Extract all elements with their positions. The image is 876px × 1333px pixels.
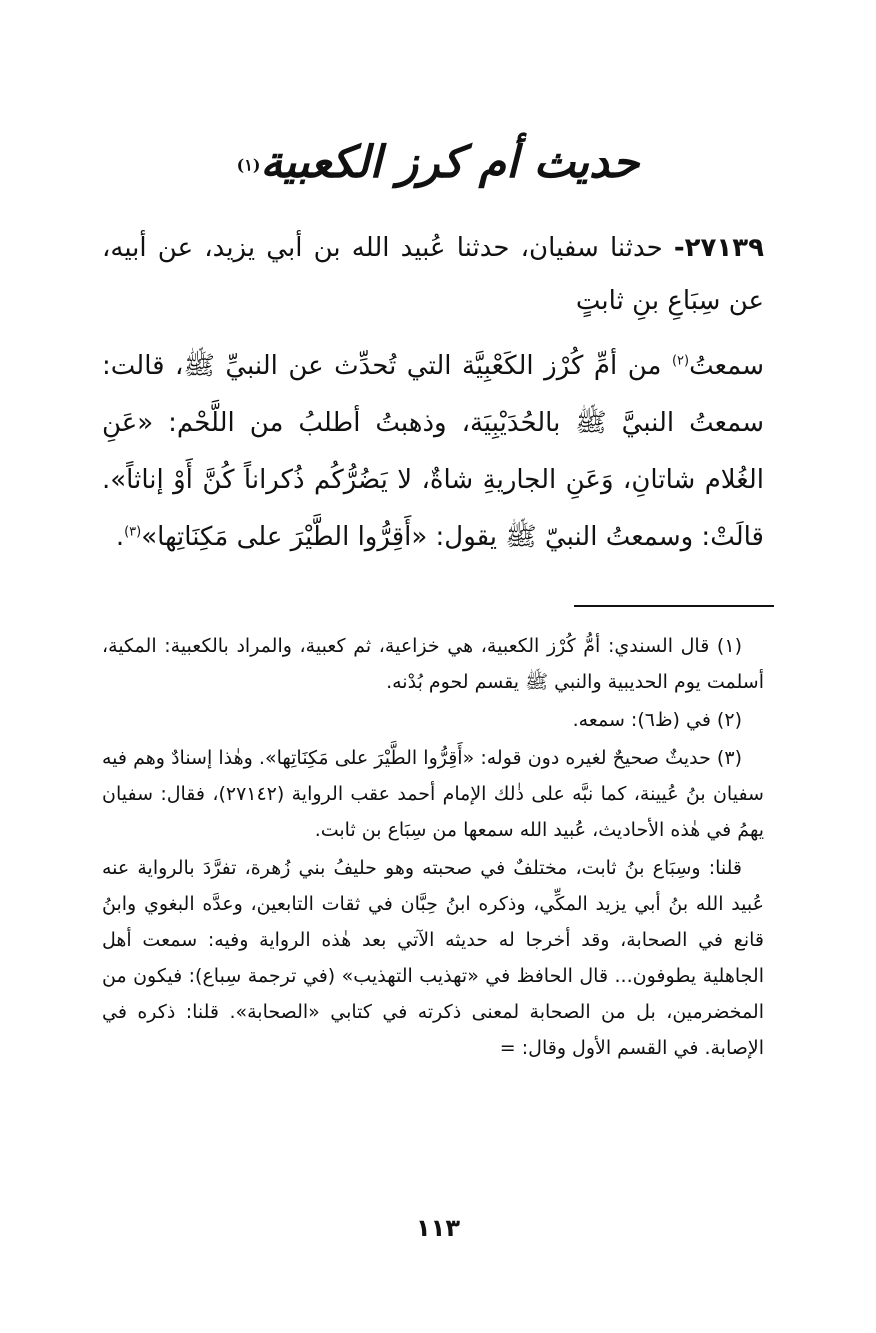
footnotes bbox=[102, 628, 764, 1068]
matn-text: من أمِّ كُرْز الكَعْبِيَّة التي تُحدِّث عن النبيِّ ﷺ، قالت: سمعتُ النبيَّ ﷺ بالحُدَيْبِيَة، وذهبتُ أطلبُ من اللَّحْم: «عَنِ الغُلام شاتانِ، وَعَنِ الجاريةِ شاةٌ، لا يَضُرُّكُم ذُكراناً كُنَّ أَوْ إناثاً». قالَتْ: وسمعتُ النبيّ ﷺ يقول: «أَقِرُّوا الطَّيْرَ على مَكِنَاتِها» bbox=[102, 351, 764, 552]
footnote-3: (٣) حديثٌ صحيحٌ لغيره دون قوله: «أَقِرُّوا الطَّيْرَ على مَكِنَاتِها». وهٰذا إسنادٌ وهم فيه سفيان بنُ عُيينة، كما نبَّه على ذٰلك الإمام أحمد عقب الرواية (٢٧١٤٢)، فقال: سفيان يهمُ في هٰذه الأحاديث، عُبيد الله سمعها من سِبَاع بن ثابت. bbox=[102, 747, 764, 841]
hadith-body bbox=[102, 222, 764, 566]
matn-end: . bbox=[115, 522, 125, 552]
footnote-separator bbox=[574, 605, 774, 607]
title-footnote-marker: (١) bbox=[236, 155, 261, 175]
matn-opening: سمعتُ bbox=[689, 351, 764, 381]
footnote-3-continued: قلنا: وسِبَاع بنُ ثابت، مختلفٌ في صحبته وهو حليفُ بني زُهرة، تفرَّدَ بالرواية عنه عُبيد الله بنُ أبي يزيد المكِّي، وذكره ابنُ حِبَّان في ثقات التابعين، وعدَّه البغوي وابنُ قانع في الصحابة، وقد أخرجا له حديثه الآتي بعد هٰذه الرواية وفيه: سمعت أهل الجاهلية يطوفون... قال الحافظ في «تهذيب التهذيب» (في ترجمة سِباع): فيكون من المخضرمين، بل من الصحابة لمعنى ذكرته في كتابي «الصحابة». قلنا: ذكره في الإصابة. في القسم الأول وقال: = bbox=[102, 857, 764, 1059]
chapter-title: حديث أم كرز الكعبية bbox=[260, 137, 640, 188]
footnote-1: (١) قال السندي: أمُّ كُرْز الكعبية، هي خزاعية، ثم كعبية، والمراد بالكعبية: المكية، أسلمت يوم الحديبية والنبي ﷺ يقسم لحوم بُدْنه. bbox=[102, 635, 764, 693]
chapter-heading bbox=[0, 128, 876, 198]
hadith-isnad bbox=[102, 222, 764, 328]
hadith-number: ٢٧١٣٩- bbox=[673, 233, 764, 263]
isnad-text: حدثنا سفيان، حدثنا عُبيد الله بن أبي يزيد، عن أبيه، عن سِبَاعِ بنِ ثابتٍ bbox=[102, 233, 764, 316]
footnote-marker-2: (٢) bbox=[671, 353, 690, 369]
footnote-2: (٢) في (ظ٦): سمعه. bbox=[572, 709, 742, 731]
hadith-matn bbox=[102, 338, 764, 566]
page-number: ١١٣ bbox=[416, 1214, 460, 1242]
footnote-marker-3: (٣) bbox=[124, 524, 142, 540]
